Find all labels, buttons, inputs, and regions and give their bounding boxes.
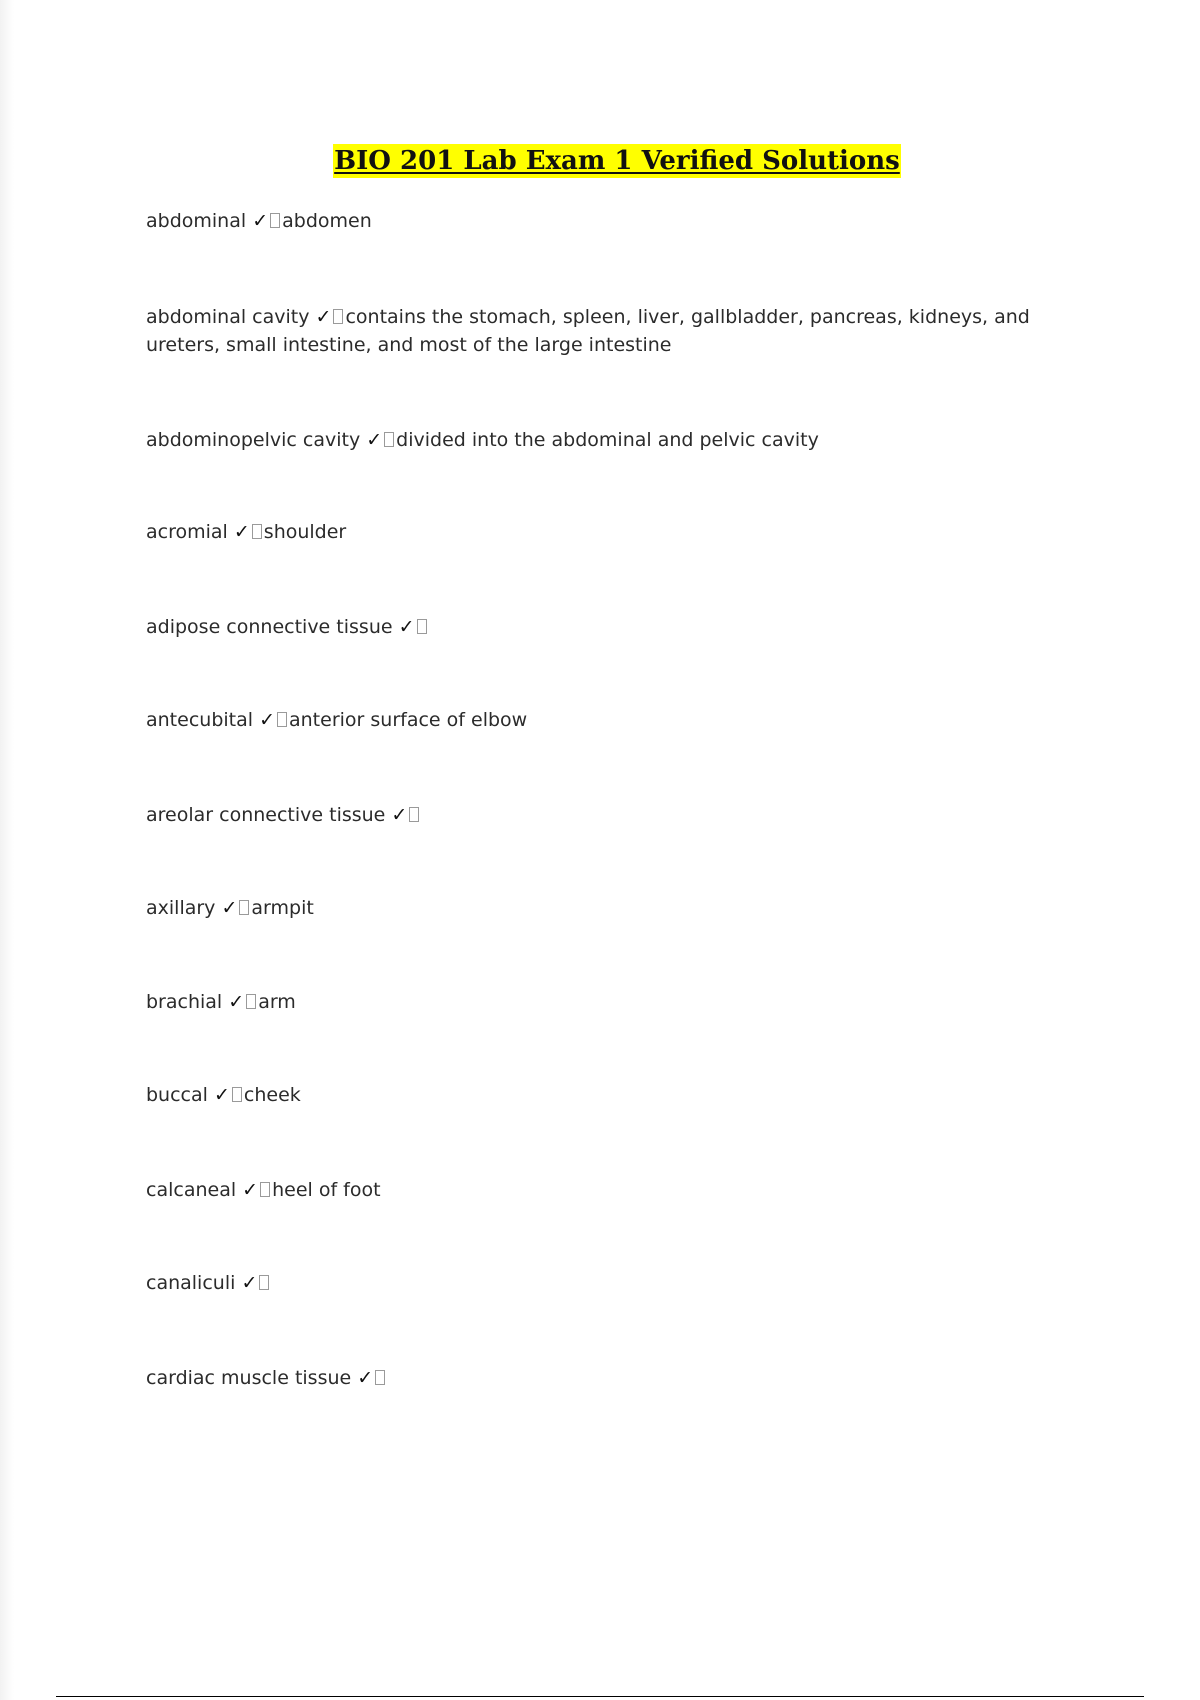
entry-definition: abdomen <box>282 210 372 232</box>
entry-term: abdominal <box>146 210 247 232</box>
entry-abdominal <box>146 207 1066 235</box>
check-icon: ✓ <box>228 991 245 1013</box>
check-icon: ✓ <box>233 521 250 543</box>
entry-term: areolar connective tissue <box>146 804 386 826</box>
entry-term: canaliculi <box>146 1272 236 1294</box>
entry-definition: arm <box>258 991 296 1013</box>
check-icon: ✓ <box>391 804 408 826</box>
page-edge-shadow <box>0 0 14 1700</box>
missing-glyph-box-icon <box>384 432 394 447</box>
entry-term: buccal <box>146 1084 208 1106</box>
missing-glyph-box-icon <box>417 619 427 634</box>
check-icon: ✓ <box>366 429 383 451</box>
check-icon: ✓ <box>221 897 238 919</box>
entry-cardiac-muscle-tissue <box>146 1364 1066 1392</box>
entry-acromial <box>146 518 1066 546</box>
entry-canaliculi <box>146 1269 1066 1297</box>
check-icon: ✓ <box>259 709 275 731</box>
missing-glyph-box-icon <box>375 1370 385 1385</box>
missing-glyph-box-icon <box>259 1275 269 1290</box>
missing-glyph-box-icon <box>246 994 256 1009</box>
missing-glyph-box-icon <box>232 1087 242 1102</box>
entry-term: calcaneal <box>146 1179 237 1201</box>
check-icon: ✓ <box>398 616 415 638</box>
missing-glyph-box-icon <box>277 712 287 727</box>
check-icon: ✓ <box>241 1272 258 1294</box>
entry-term: adipose connective tissue <box>146 616 393 638</box>
check-icon: ✓ <box>315 306 332 328</box>
entry-term: antecubital <box>146 709 254 731</box>
entry-buccal <box>146 1081 1066 1109</box>
check-icon: ✓ <box>242 1179 259 1201</box>
title-wrapper <box>0 144 1200 178</box>
missing-glyph-box-icon <box>239 900 249 915</box>
document-title: BIO 201 Lab Exam 1 Verified Solutions <box>334 146 900 176</box>
entry-definition: shoulder <box>263 521 347 543</box>
check-icon: ✓ <box>252 210 269 232</box>
entry-term: axillary <box>146 897 216 919</box>
check-icon: ✓ <box>213 1084 230 1106</box>
entry-definition: cheek <box>243 1084 301 1106</box>
bottom-divider <box>56 1696 1144 1697</box>
entry-areolar-connective-tissue <box>146 801 1066 829</box>
entry-adipose-connective-tissue <box>146 613 1066 641</box>
check-icon: ✓ <box>357 1367 374 1389</box>
missing-glyph-box-icon <box>260 1182 270 1197</box>
entry-term: brachial <box>146 991 223 1013</box>
entry-definition: divided into the abdominal and pelvic cavity <box>396 429 819 451</box>
entry-definition: anterior surface of elbow <box>289 709 528 731</box>
entry-term: abdominal cavity <box>146 306 310 328</box>
entry-abdominal-cavity <box>146 303 1066 359</box>
entry-definition: armpit <box>251 897 314 919</box>
entry-definition: heel of foot <box>272 1179 381 1201</box>
missing-glyph-box-icon <box>252 524 262 539</box>
entry-abdominopelvic-cavity <box>146 426 1066 454</box>
entry-brachial <box>146 988 1066 1016</box>
entry-term: abdominopelvic cavity <box>146 429 361 451</box>
entry-calcaneal <box>146 1176 1066 1204</box>
entry-antecubital <box>146 706 1066 734</box>
missing-glyph-box-icon <box>409 807 419 822</box>
entry-definition: contains the stomach, spleen, liver, gallbladder, pancreas, kidneys, and ureters, small intestine, and most of the large intestine <box>146 306 1030 356</box>
entry-term: cardiac muscle tissue <box>146 1367 352 1389</box>
missing-glyph-box-icon <box>270 213 280 228</box>
entry-term: acromial <box>146 521 228 543</box>
missing-glyph-box-icon <box>333 309 343 324</box>
entry-axillary <box>146 894 1066 922</box>
